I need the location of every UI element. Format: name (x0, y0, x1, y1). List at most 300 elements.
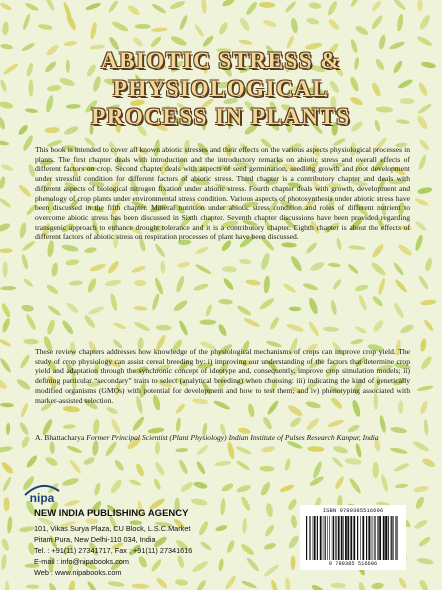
leaf-shape (190, 498, 207, 507)
barcode-icon (306, 516, 400, 560)
leaf-shape (133, 306, 147, 312)
leaf-shape (2, 21, 10, 36)
leaf-shape (18, 421, 30, 436)
barcode-bar (343, 516, 344, 560)
leaf-shape (47, 304, 62, 317)
leaf-shape (419, 355, 433, 371)
leaf-shape (262, 416, 274, 431)
leaf-shape (289, 306, 302, 311)
leaf-shape (416, 557, 434, 566)
leaf-shape (418, 579, 430, 590)
leaf-shape (393, 462, 410, 473)
leaf-shape (6, 423, 11, 435)
leaf-shape (106, 259, 120, 274)
leaf-shape (414, 234, 424, 252)
leaf-shape (215, 524, 228, 532)
leaf-shape (395, 483, 408, 489)
leaf-shape (0, 402, 14, 407)
leaf-shape (418, 535, 432, 547)
leaf-shape (86, 277, 98, 293)
leaf-shape (247, 403, 255, 417)
leaf-shape (134, 280, 146, 287)
leaf-shape (61, 243, 79, 252)
leaf-shape (217, 21, 229, 36)
leaf-shape (1, 554, 8, 570)
leaf-shape (222, 277, 235, 291)
book-title-line-3: PROCESS IN PLANTS (91, 104, 351, 129)
leaf-shape (263, 563, 280, 578)
leaf-shape (417, 186, 433, 195)
barcode-bar (345, 516, 347, 560)
barcode-bar (327, 516, 328, 560)
publisher-name: NEW INDIA PUBLISHING AGENCY (34, 508, 189, 519)
leaf-shape (377, 277, 386, 295)
leaf-shape (281, 242, 297, 248)
leaf-shape (151, 2, 167, 14)
leaf-shape (245, 1, 259, 17)
barcode-bar (362, 516, 364, 560)
leaf-shape (26, 584, 39, 589)
leaf-shape (357, 294, 368, 311)
leaf-shape (93, 482, 101, 496)
leaf-shape (15, 377, 31, 391)
leaf-shape (1, 317, 11, 333)
leaf-shape (421, 457, 436, 469)
leaf-shape (175, 417, 181, 432)
leaf-shape (354, 24, 369, 37)
barcode-bar (338, 516, 340, 560)
leaf-shape (178, 459, 189, 475)
leaf-shape (220, 498, 226, 516)
leaf-shape (5, 581, 9, 590)
leaf-shape (193, 282, 209, 292)
barcode-bar (374, 516, 375, 560)
barcode-bar (309, 516, 310, 560)
leaf-shape (0, 302, 12, 318)
leaf-shape (235, 445, 252, 456)
leaf-shape (284, 0, 297, 13)
leaf-shape (355, 443, 363, 458)
leaf-shape (21, 240, 36, 253)
leaf-shape (417, 385, 434, 392)
leaf-shape (127, 4, 141, 17)
barcode-bar (341, 516, 343, 560)
leaf-shape (420, 299, 437, 306)
barcode-bar (392, 516, 393, 560)
leaf-shape (290, 17, 299, 33)
leaf-shape (218, 298, 233, 305)
publisher-logo (22, 481, 62, 505)
publisher-email: E-mail : info@nipabooks.com (34, 557, 130, 566)
leaf-shape (204, 304, 213, 318)
leaf-shape (416, 35, 433, 48)
leaf-shape (423, 419, 429, 436)
book-title-line-2: PHYSIOLOGICAL (112, 76, 330, 101)
leaf-shape (282, 282, 297, 294)
leaf-shape (131, 265, 146, 274)
barcode-bar (317, 516, 318, 560)
leaf-shape (414, 220, 427, 232)
author-affiliation: Former Principal Scientist (Plant Physiology) Indian Institute of Pulses Research Kanpur, India (86, 433, 379, 442)
leaf-shape (47, 240, 55, 257)
leaf-shape (259, 2, 275, 8)
leaf-shape (380, 474, 389, 493)
leaf-shape (83, 314, 97, 329)
author-name: A. Bhattacharya (35, 433, 85, 442)
leaf-shape (0, 357, 12, 373)
leaf-shape (392, 302, 405, 319)
barcode-panel (300, 505, 406, 570)
leaf-shape (417, 275, 429, 291)
barcode-bar (333, 516, 334, 560)
leaf-shape (390, 447, 408, 455)
leaf-shape (89, 22, 98, 40)
leaf-shape (221, 0, 236, 8)
leaf-shape (348, 245, 365, 251)
barcode-bar (353, 516, 355, 560)
leaf-shape (260, 252, 271, 271)
leaf-shape (0, 378, 8, 391)
leaf-shape (156, 325, 172, 331)
leaf-shape (302, 282, 318, 292)
leaf-shape (195, 460, 207, 475)
barcode-bar (373, 516, 374, 560)
barcode-number: 9 789385 516696 (328, 561, 378, 567)
leaf-shape (412, 440, 430, 453)
leaf-shape (242, 518, 247, 534)
leaf-shape (153, 277, 164, 295)
leaf-shape (111, 20, 130, 33)
leaf-shape (22, 134, 35, 152)
leaf-shape (175, 275, 186, 293)
barcode-bar (313, 516, 314, 560)
leaf-shape (68, 459, 82, 475)
leaf-shape (289, 416, 303, 429)
leaf-shape (65, 301, 79, 314)
leaf-shape (263, 542, 276, 551)
leaf-shape (243, 317, 261, 329)
barcode-bar (366, 516, 367, 560)
leaf-shape (307, 320, 320, 337)
leaf-shape (175, 448, 188, 453)
leaf-shape (132, 36, 144, 48)
leaf-shape (371, 295, 384, 308)
leaf-shape (262, 18, 277, 28)
leaf-shape (45, 283, 59, 295)
leaf-shape (287, 534, 301, 550)
leaf-shape (279, 483, 295, 493)
leaf-shape (217, 323, 228, 337)
barcode-bar (385, 516, 387, 560)
leaf-shape (155, 441, 160, 454)
leaf-shape (370, 14, 384, 30)
leaf-shape (263, 275, 271, 293)
leaf-shape (270, 579, 278, 590)
leaf-shape (51, 262, 59, 277)
leaf-shape (177, 261, 190, 268)
description-paragraph-1: This book is intended to cover all known abiotic stresses and their effects on the various aspects physiological processes in plants. The first chapter deals with introduction and the introductory remarks on abiotic stress and overall effects of different factors on crop. Second chapter deals with aspects of seed germination, seedling growth and root development under stressful condition for different factors of abiotic stress. Third chapter is a contributory chapter and deals with different aspects of biological nitrogen fixation under abiotic stress. Fourth chapter deals with growth, development and phenology of crop plants under environmental stress condition. Various aspects of photosynthesis under abiotic stress have been discussed in the fifth chapter. Mineral nutrition under abiotic stress condition and roles of different nutrient to overcome abiotic stress has been discussed in Sixth chapter. Seventh chapter discussions have been provided regarding transgenic approach to enhance drought tolerance and it is a contributory chapter. Eighth chapter is about the effects of different factors of abiotic stress on respiration processes of plant have been discussed. (35, 145, 410, 242)
leaf-shape (178, 14, 188, 30)
leaf-shape (0, 222, 11, 234)
leaf-shape (84, 246, 97, 253)
leaf-shape (131, 415, 146, 432)
leaf-shape (396, 13, 404, 31)
leaf-shape (323, 326, 339, 332)
leaf-shape (286, 322, 305, 333)
barcode-bar (320, 516, 322, 560)
leaf-shape (393, 262, 405, 277)
leaf-shape (418, 14, 432, 31)
leaf-shape (104, 440, 118, 457)
leaf-shape (109, 478, 123, 495)
leaf-shape (350, 338, 363, 345)
leaf-shape (137, 555, 149, 569)
leaf-shape (7, 516, 13, 534)
leaf-shape (222, 266, 237, 273)
leaf-shape (170, 35, 188, 48)
leaf-shape (236, 304, 252, 317)
leaf-shape (196, 444, 210, 456)
leaf-shape (18, 183, 33, 198)
leaf-shape (22, 277, 34, 288)
leaf-shape (154, 243, 167, 258)
leaf-shape (47, 582, 60, 590)
leaf-shape (0, 163, 13, 172)
leaf-shape (135, 24, 151, 29)
leaf-shape (89, 262, 106, 272)
leaf-shape (150, 558, 163, 573)
leaf-shape (108, 580, 125, 587)
barcode-bar (325, 516, 326, 560)
leaf-shape (372, 319, 385, 333)
publisher-logo-text: nipa (29, 491, 55, 505)
leaf-shape (44, 455, 58, 467)
leaf-shape (3, 497, 9, 511)
leaf-shape (236, 484, 252, 494)
leaf-shape (235, 459, 250, 471)
barcode-bar (332, 516, 333, 560)
barcode-bar (360, 516, 361, 560)
barcode-bar (323, 516, 324, 560)
leaf-shape (371, 243, 385, 259)
leaf-shape (240, 542, 256, 556)
leaf-shape (151, 293, 161, 311)
leaf-shape (151, 27, 168, 32)
leaf-shape (1, 476, 12, 492)
leaf-shape (44, 0, 55, 12)
leaf-shape (309, 261, 325, 273)
leaf-shape (424, 257, 433, 272)
leaf-shape (153, 461, 166, 477)
leaf-shape (191, 559, 209, 574)
leaf-shape (23, 339, 38, 345)
leaf-shape (113, 322, 127, 331)
leaf-shape (63, 40, 77, 46)
barcode-bar (357, 516, 358, 560)
author-credit (35, 433, 410, 443)
leaf-shape (305, 417, 320, 432)
leaf-shape (287, 403, 304, 418)
leaf-shape (3, 261, 8, 277)
barcode-bar (310, 516, 311, 560)
leaf-shape (172, 298, 189, 312)
leaf-shape (290, 555, 295, 570)
leaf-shape (350, 0, 360, 8)
leaf-shape (197, 520, 209, 536)
leaf-shape (85, 2, 102, 12)
publisher-address-line-2: Pitam Pura, New Delhi-110 034, India (34, 535, 156, 544)
leaf-shape (86, 580, 98, 590)
barcode-bar (379, 516, 381, 560)
publisher-address-line-1: 101, Vikas Surya Plaza, CU Block, L.S.C.Market (34, 524, 191, 533)
leaf-shape (354, 325, 367, 334)
leaf-shape (269, 316, 281, 331)
leaf-shape (332, 445, 348, 455)
leaf-shape (392, 0, 407, 11)
leaf-shape (330, 300, 338, 316)
leaf-shape (104, 279, 121, 287)
barcode-bar (350, 516, 352, 560)
leaf-shape (259, 466, 274, 472)
leaf-shape (224, 575, 237, 590)
leaf-shape (87, 305, 104, 316)
leaf-shape (290, 515, 298, 529)
leaf-shape (178, 320, 189, 337)
leaf-shape (19, 354, 31, 370)
leaf-shape (61, 319, 75, 336)
leaf-shape (310, 583, 325, 590)
leaf-shape (308, 2, 322, 10)
leaf-shape (0, 286, 16, 290)
barcode-bar (395, 516, 396, 560)
leaf-shape (331, 456, 344, 469)
leaf-shape (226, 539, 236, 553)
leaf-shape (307, 297, 319, 315)
leaf-shape (24, 2, 39, 13)
leaf-shape (331, 582, 346, 588)
leaf-shape (61, 477, 79, 488)
leaf-shape (214, 460, 232, 467)
leaf-shape (19, 526, 35, 533)
leaf-shape (107, 0, 119, 13)
leaf-shape (394, 278, 408, 293)
leaf-shape (195, 579, 207, 590)
leaf-shape (193, 23, 205, 38)
barcode-bar (377, 516, 378, 560)
leaf-shape (261, 445, 276, 453)
leaf-shape (287, 498, 299, 512)
leaf-shape (370, 261, 387, 277)
leaf-shape (305, 241, 319, 255)
leaf-shape (259, 481, 272, 497)
leaf-shape (133, 320, 151, 332)
leaf-shape (68, 580, 76, 590)
leaf-shape (218, 558, 225, 571)
leaf-shape (64, 499, 81, 508)
leaf-shape (413, 485, 429, 493)
leaf-shape (332, 278, 343, 290)
leaf-shape (423, 318, 435, 332)
barcode-bar (306, 516, 307, 560)
leaf-shape (0, 338, 12, 348)
leaf-shape (419, 338, 427, 352)
leaf-shape (21, 304, 34, 312)
leaf-shape (0, 197, 12, 209)
leaf-shape (371, 0, 382, 12)
leaf-shape (265, 503, 273, 518)
leaf-shape (348, 477, 362, 494)
leaf-shape (347, 263, 360, 275)
leaf-shape (0, 176, 6, 189)
barcode-bar (368, 516, 370, 560)
barcode-bar (383, 516, 385, 560)
leaf-shape (334, 475, 346, 490)
leaf-shape (344, 457, 362, 465)
leaf-shape (354, 284, 368, 292)
leaf-shape (241, 580, 258, 590)
leaf-shape (239, 258, 252, 265)
leaf-shape (149, 35, 162, 48)
leaf-shape (413, 518, 428, 530)
leaf-shape (0, 2, 13, 12)
leaf-shape (327, 18, 340, 32)
leaf-shape (155, 576, 168, 589)
leaf-shape (328, 262, 341, 267)
leaf-shape (25, 313, 38, 331)
leaf-shape (238, 17, 251, 33)
leaf-shape (238, 39, 253, 46)
leaf-shape (414, 197, 429, 207)
leaf-shape (129, 478, 142, 486)
leaf-shape (226, 441, 235, 460)
leaf-shape (135, 463, 146, 478)
leaf-shape (307, 446, 324, 452)
leaf-shape (284, 458, 291, 471)
leaf-shape (195, 263, 213, 275)
barcode-bar (371, 516, 372, 560)
leaf-shape (25, 454, 39, 469)
leaf-shape (397, 243, 414, 257)
leaf-shape (199, 320, 216, 325)
barcode-bar (329, 516, 330, 560)
leaf-shape (175, 579, 189, 586)
leaf-shape (419, 400, 429, 415)
leaf-shape (63, 424, 76, 429)
leaf-shape (258, 297, 275, 311)
barcode-bar (335, 516, 336, 560)
leaf-shape (46, 319, 56, 335)
leaf-shape (0, 140, 9, 146)
leaf-shape (66, 445, 82, 455)
barcode-bar (314, 516, 316, 560)
leaf-shape (264, 523, 276, 537)
leaf-shape (285, 577, 292, 590)
leaf-shape (245, 556, 260, 572)
leaf-shape (131, 583, 149, 589)
leaf-shape (20, 402, 30, 418)
leaf-shape (21, 253, 30, 269)
leaf-shape (418, 138, 430, 151)
leaf-shape (195, 246, 210, 256)
leaf-shape (169, 0, 186, 11)
leaf-shape (20, 435, 31, 449)
leaf-shape (245, 279, 261, 287)
leaf-shape (49, 441, 55, 454)
book-title-line-1: ABIOTIC STRESS & (100, 48, 342, 73)
leaf-shape (82, 456, 96, 467)
leaf-shape (19, 222, 28, 239)
leaf-shape (160, 261, 165, 274)
